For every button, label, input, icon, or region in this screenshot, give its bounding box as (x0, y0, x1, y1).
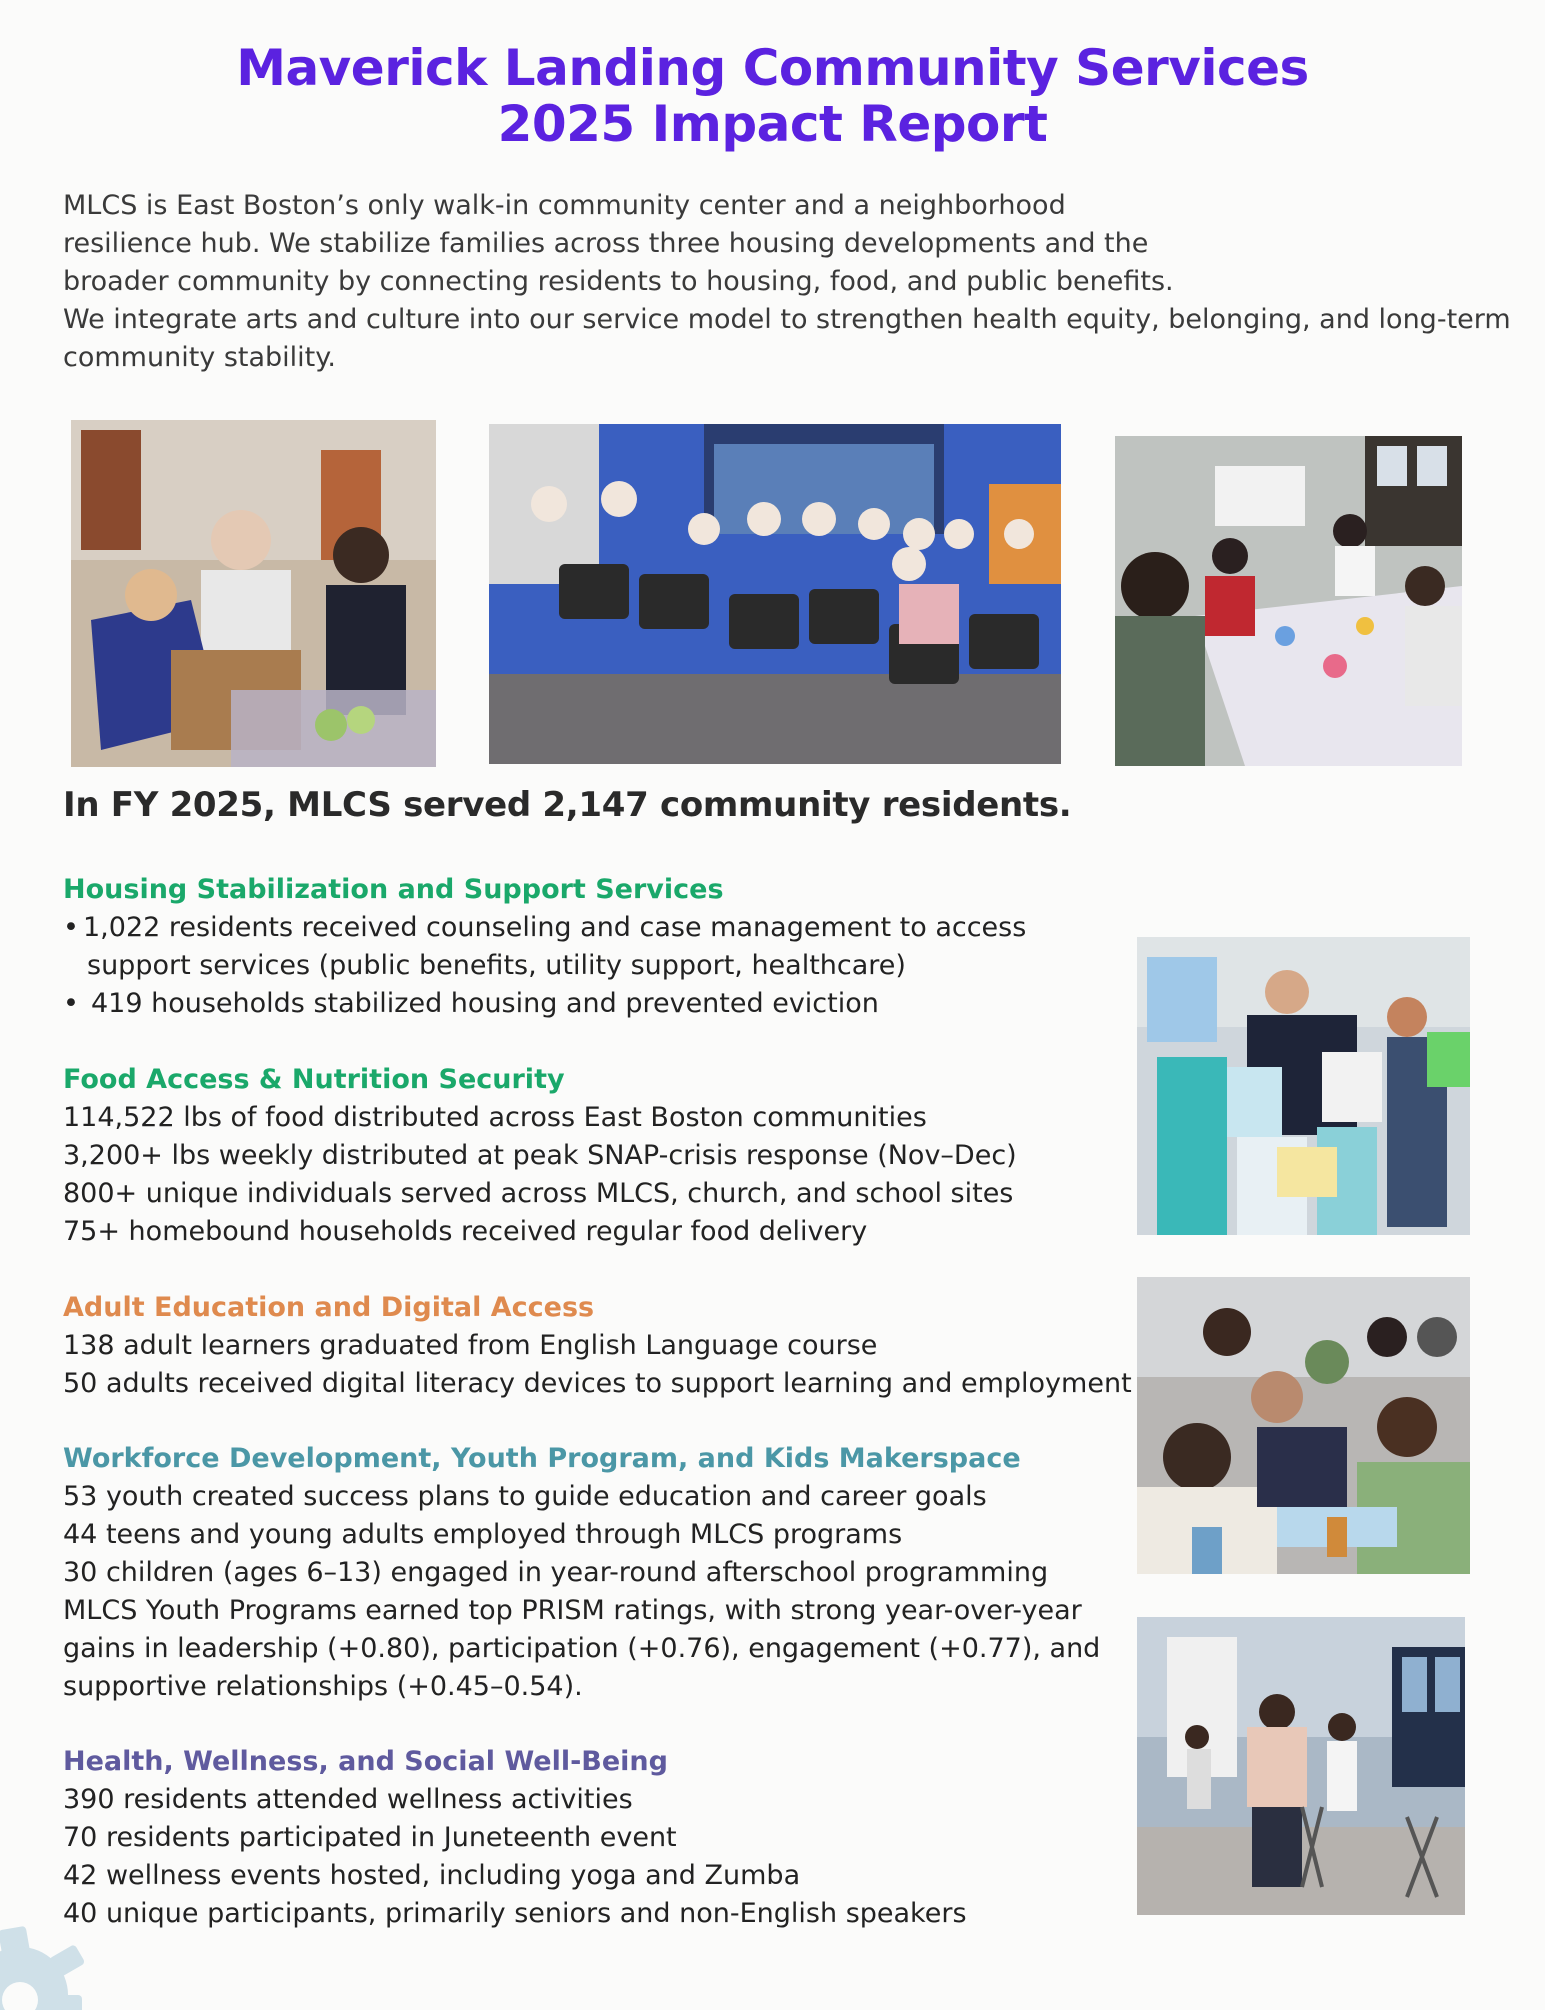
photo-laptop-bag-recipients (489, 424, 1061, 764)
list-item: 40 unique participants, primarily seniors and non-English speakers (63, 1898, 967, 1929)
photo-kids-artwork (1137, 937, 1470, 1235)
photo-kids-crafts (1115, 436, 1462, 766)
section-workforce (63, 1440, 1100, 1706)
list-item: MLCS Youth Programs earned top PRISM ratings, with strong year-over-year (63, 1595, 1082, 1626)
list-item: 53 youth created success plans to guide education and career goals (63, 1481, 987, 1512)
list-item: 114,522 lbs of food distributed across East Boston communities (63, 1102, 927, 1133)
title-line-1: Maverick Landing Community Services (236, 39, 1309, 97)
section-title-health: Health, Wellness, and Social Well-Being (63, 1746, 668, 1777)
section-title-education: Adult Education and Digital Access (63, 1292, 595, 1323)
list-item: gains in leadership (+0.80), participation (+0.76), engagement (+0.77), and (63, 1633, 1101, 1664)
list-item-text: 1,022 residents received counseling and case management to access (83, 912, 1027, 943)
list-item (63, 985, 1026, 1023)
gear-icon (0, 1900, 120, 2010)
section-education (63, 1289, 1132, 1403)
intro-line: We integrate arts and culture into our service model to strengthen health equity, belonging, and long-term (63, 304, 1511, 335)
list-item-text: 419 households stabilized housing and prevented eviction (91, 988, 879, 1019)
list-item (63, 909, 1026, 947)
intro-line: community stability. (63, 342, 336, 373)
list-item: 390 residents attended wellness activities (63, 1784, 633, 1815)
intro-line: broader community by connecting residents to housing, food, and public benefits. (63, 266, 1174, 297)
intro-line: MLCS is East Boston’s only walk-in community center and a neighborhood (63, 190, 1066, 221)
bullet-dot: • (63, 912, 79, 943)
title-line-2: 2025 Impact Report (497, 95, 1048, 153)
photo-adult-learners (1137, 1277, 1470, 1574)
list-item: 138 adult learners graduated from English Language course (63, 1330, 878, 1361)
section-title-housing: Housing Stabilization and Support Services (63, 874, 724, 905)
photo-wellness-class (1137, 1617, 1465, 1915)
list-item: supportive relationships (+0.45–0.54). (63, 1671, 583, 1702)
intro-paragraph (63, 187, 1511, 377)
intro-line: resilience hub. We stabilize families across three housing developments and the (63, 228, 1149, 259)
section-food (63, 1061, 1017, 1251)
list-item: 3,200+ lbs weekly distributed at peak SNAP-crisis response (Nov–Dec) (63, 1140, 1017, 1171)
section-title-workforce: Workforce Development, Youth Program, and Kids Makerspace (63, 1443, 1021, 1474)
bullet-dot: • (63, 988, 79, 1019)
list-item: 75+ homebound households received regular food delivery (63, 1216, 868, 1247)
list-item: 800+ unique individuals served across MLCS, church, and school sites (63, 1178, 1014, 1209)
list-item: 70 residents participated in Juneteenth event (63, 1822, 677, 1853)
section-housing (63, 871, 1026, 1023)
summary-heading: In FY 2025, MLCS served 2,147 community residents. (63, 785, 1072, 825)
list-item-continuation: support services (public benefits, utility support, healthcare) (87, 950, 906, 981)
section-health (63, 1743, 967, 1933)
list-item: 44 teens and young adults employed through MLCS programs (63, 1519, 903, 1550)
section-title-food: Food Access & Nutrition Security (63, 1064, 565, 1095)
list-item: 30 children (ages 6–13) engaged in year-round afterschool programming (63, 1557, 1049, 1588)
photo-food-pantry (71, 420, 436, 767)
list-item: 42 wellness events hosted, including yoga and Zumba (63, 1860, 801, 1891)
report-title (0, 40, 1545, 152)
list-item: 50 adults received digital literacy devices to support learning and employment (63, 1368, 1132, 1399)
